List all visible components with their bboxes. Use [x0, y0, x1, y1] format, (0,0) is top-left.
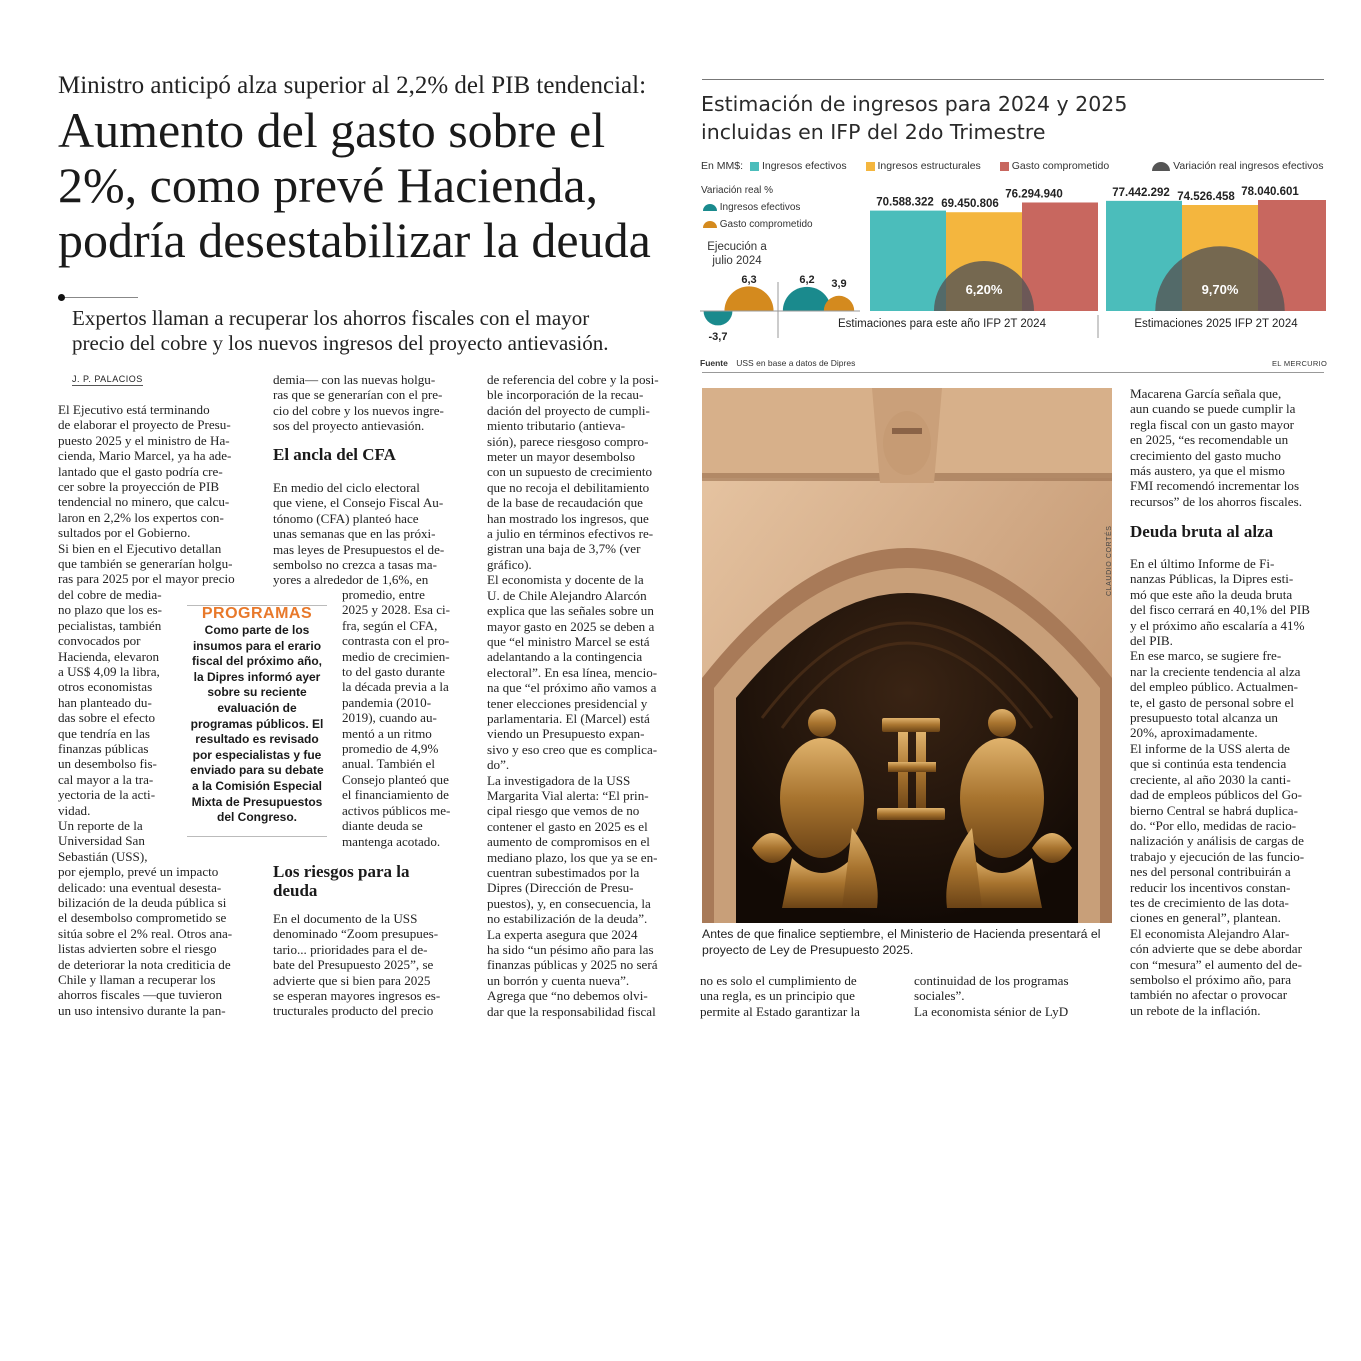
box-line: por especialistas y fue — [192, 747, 322, 762]
legend-label: Gasto comprometido — [1011, 160, 1110, 173]
text-line: no estabilización de la deuda”. — [487, 911, 648, 927]
text-line: más austero, ya que el mismo — [1130, 463, 1285, 479]
text-line: sultados por el Gobierno. — [58, 525, 191, 541]
group-label: Estimaciones para este año IFP 2T 2024 — [838, 318, 1046, 330]
text-line: a julio en términos efectivos re- — [487, 526, 654, 542]
text-line: sociales”. — [914, 988, 965, 1004]
text-line: sitúa sobre el 2% real. Otros ana- — [58, 925, 233, 941]
chart-title-line: incluidas en IFP del 2do Trimestre — [701, 120, 1046, 144]
text-line: recursos” de los ahorros fiscales. — [1130, 493, 1302, 509]
subhead-deuda-bruta: Deuda bruta al alza — [1130, 522, 1274, 541]
text-line: listas advierten sobre el riesgo — [58, 941, 217, 957]
subhead-riesgos-deuda — [273, 862, 469, 900]
source-note — [700, 358, 855, 368]
brand-label: EL MERCURIO — [1272, 359, 1328, 368]
text-line: aumento de compromisos en el — [487, 834, 650, 850]
text-line: un desembolso fis- — [58, 756, 157, 772]
variation-small-label: 6,2 — [799, 274, 815, 286]
text-line: tructurales producto del precio — [273, 1003, 434, 1019]
text-line: 20%, aproximadamente. — [1130, 725, 1258, 741]
text-line: te, el gasto de personal sobre el — [1130, 694, 1294, 710]
byline: J. P. PALACIOS — [72, 374, 143, 384]
box-rule-bottom — [187, 836, 327, 837]
text-line: Consejo planteó que — [342, 771, 449, 787]
text-line: En el último Informe de Fi- — [1130, 556, 1275, 571]
kicker: Ministro anticipó alza superior al 2,2% del PIB tendencial: — [58, 72, 647, 99]
legend-label: Ingresos efectivos — [761, 160, 847, 173]
text-line: nar la creciente tendencia al alza — [1130, 663, 1301, 679]
text-line: del cobre de media- — [58, 586, 162, 602]
text-line: advierte que si bien para 2025 — [273, 972, 431, 988]
text-line: delicado: una eventual desesta- — [58, 879, 222, 895]
text-line: tónomo (CFA) planteó hace — [273, 510, 419, 526]
text-line: que viene, el Consejo Fiscal Au- — [273, 495, 444, 511]
text-line: Margarita Vial alerta: “El prin- — [487, 787, 649, 803]
bar-value-label: 74.526.458 — [1177, 190, 1235, 203]
chart-title — [701, 90, 1321, 146]
article-column-2-mid — [273, 480, 469, 588]
text-line: Hacienda, elevaron — [58, 648, 160, 664]
text-line: promedio, entre — [342, 587, 425, 602]
text-line: una regla, es un principio que — [700, 988, 855, 1004]
var-legend-label: Gasto comprometido — [719, 219, 813, 230]
headline-line: Aumento del gasto sobre el — [58, 102, 606, 158]
article-column-3 — [487, 372, 683, 1019]
text-line: do”. — [487, 757, 510, 773]
subhead-ancla-cfa: El ancla del CFA — [273, 445, 396, 464]
text-line: meter un mayor desembolso — [487, 449, 635, 465]
text-line: otros economistas — [58, 679, 153, 695]
text-line: presupuesto total alcanza un — [1130, 710, 1278, 726]
text-line: aun cuando se puede cumplir la — [1130, 401, 1296, 417]
source-label: Fuente — [700, 358, 728, 368]
text-line: En ese marco, se sugiere fre- — [1130, 648, 1282, 664]
box-line: a la Comisión Especial — [191, 778, 323, 793]
text-line: La economista sénior de LyD — [914, 1003, 1069, 1019]
text-line: finanzas públicas y 2025 no será — [487, 957, 658, 973]
group-label: Estimaciones 2025 IFP 2T 2024 — [1134, 318, 1298, 330]
text-line: explica que las señales sobre un — [487, 603, 654, 619]
box-line: insumos para el erario — [192, 638, 322, 653]
text-line: sembolso el próximo año, para — [1130, 971, 1292, 987]
text-line: parlamentaria. El (Marcel) está — [487, 710, 650, 726]
variation-small-semicircle — [704, 311, 733, 325]
text-line: puestos), y, en consecuencia, la — [487, 895, 651, 911]
text-line: han mostrado los ingresos, que — [487, 510, 649, 526]
text-line: que si continúa esta tendencia — [1130, 756, 1287, 772]
text-line: a US$ 4,09 la libra, — [58, 663, 160, 679]
text-line: dar que la responsabilidad fiscal — [487, 1003, 656, 1019]
text-line: ras para 2025 por el mayor precio — [58, 571, 235, 587]
chart-rule-bottom — [702, 372, 1324, 373]
text-line: con “mesura” el aumento del de- — [1130, 956, 1302, 972]
text-line: dación del proyecto de cumpli- — [487, 402, 650, 418]
bar-value-label: 77.442.292 — [1112, 186, 1170, 199]
text-line: Macarena García señala que, — [1130, 386, 1282, 401]
text-line: un borrón y cuenta nueva”. — [487, 972, 630, 988]
text-line: yores a alrededor de 1,6%, en — [273, 572, 429, 588]
text-line: Un reporte de la — [58, 817, 143, 833]
text-line: el desembolso comprometido se — [58, 910, 227, 926]
bar-value-label: 76.294.940 — [1005, 188, 1063, 201]
text-line: FMI recomendó incrementar los — [1130, 478, 1300, 494]
text-line: que también se generarían holgu- — [58, 556, 233, 572]
text-line: regla fiscal con un gasto mayor — [1130, 416, 1294, 432]
text-line: adelantando a la contingencia — [487, 649, 643, 665]
variation-small-semicircle — [824, 296, 854, 311]
box-line: enviado para su debate — [190, 763, 324, 778]
text-line: cipal riesgo que vemos de no — [487, 803, 640, 819]
text-line: El economista Alejandro Alar- — [1130, 925, 1290, 941]
box-line: la Dipres informó ayer — [193, 669, 321, 684]
text-line: tendencial no minero, que calcu- — [58, 494, 230, 510]
bar-value-label: 70.588.322 — [876, 196, 934, 209]
text-line: cio del cobre y los nuevos ingre- — [273, 402, 444, 418]
text-line: pandemia (2010- — [342, 694, 432, 710]
text-line: de referencia del cobre y la posi- — [487, 372, 659, 387]
text-line: En el documento de la USS — [273, 911, 418, 926]
text-line: tario... prioridades para el de- — [273, 941, 428, 957]
text-line: nes del personal contribuirán a — [1130, 864, 1291, 880]
text-line: fra, según el CFA, — [342, 617, 438, 633]
variation-small-label: -3,7 — [708, 331, 728, 343]
text-line: sembolso no crezca a tasas ma- — [273, 557, 437, 573]
text-line: permite al Estado garantizar la — [700, 1003, 860, 1019]
article-column-2-top — [273, 372, 469, 434]
text-line: Agrega que “no debemos olvi- — [487, 988, 648, 1004]
text-line: cuentran subestimados por la — [487, 865, 640, 880]
ejecucion-line: Ejecución a — [707, 241, 767, 253]
text-line: del PIB. — [1130, 633, 1173, 649]
text-line: promedio de 4,9% — [342, 741, 439, 757]
article-column-5 — [914, 973, 1110, 1019]
text-line: activos públicos me- — [342, 802, 451, 818]
variation-label: 9,70% — [1201, 282, 1239, 297]
text-line: 2025 y 2028. Esa ci- — [342, 602, 451, 618]
deck-line: Expertos llaman a recuperar los ahorros fiscales con el mayor — [72, 306, 590, 330]
var-label: Variación real % — [701, 185, 774, 196]
deck — [72, 306, 692, 356]
bar-value-label: 69.450.806 — [941, 198, 999, 211]
text-line: La experta asegura que 2024 — [487, 926, 638, 942]
text-line: en 2025, “es recomendable un — [1130, 432, 1289, 448]
text-line: mayor gasto en 2025 se deben a — [487, 618, 655, 634]
text-line: creciente, al año 2030 la canti- — [1130, 771, 1291, 787]
text-line: contener el gasto en 2025 es el — [487, 818, 648, 834]
text-line: cal mayor a la tra- — [58, 771, 154, 787]
text-line: yectoria de la acti- — [58, 787, 156, 803]
chart-title-line: Estimación de ingresos para 2024 y 2025 — [701, 92, 1128, 116]
text-line: laron en 2,2% los expertos con- — [58, 509, 224, 525]
text-line: y el próximo año escalaría a 41% — [1130, 617, 1305, 633]
bullet-dot — [58, 294, 65, 301]
text-line: 2019), cuando au- — [342, 710, 437, 726]
text-line: ha sido “un pésimo año para las — [487, 942, 654, 958]
text-line: un uso intensivo durante la pan- — [58, 1002, 226, 1018]
text-line: viendo un Presupuesto expan- — [487, 726, 645, 742]
text-line: La investigadora de la USS — [487, 772, 631, 788]
text-line: de la base de recaudación que — [487, 495, 643, 511]
box-line: Mixta de Presupuestos — [191, 794, 323, 809]
text-line: mas leyes de Presupuestos el de- — [273, 541, 445, 557]
text-line: demia— con las nuevas holgu- — [273, 372, 436, 387]
text-line: gistran una baja de 3,7% (ver — [487, 541, 641, 557]
text-line: electoral”. En esa línea, menciо- — [487, 664, 658, 680]
bar-value-label: 78.040.601 — [1241, 186, 1299, 198]
text-line: U. de Chile Alejandro Alarcón — [487, 587, 647, 603]
text-line: la década previa a la — [342, 679, 449, 695]
text-line: sión), parece riesgoso compro- — [487, 433, 649, 449]
text-line: ble incorporación de la recau- — [487, 387, 644, 403]
text-line: que no recoja el debilitamiento — [487, 479, 650, 495]
text-line: nanzas Públicas, la Dipres esti- — [1130, 571, 1294, 587]
text-line: cer sobre la proyección de PIB — [58, 479, 220, 495]
caption-line: proyecto de Ley de Presupuesto 2025. — [702, 942, 914, 957]
text-line: Sebastián (USS), — [58, 848, 148, 864]
programas-box — [187, 605, 327, 826]
text-line: convocados por — [58, 633, 141, 649]
text-line: denominado “Zoom presupues- — [273, 926, 439, 942]
article-column-6-top — [1130, 386, 1325, 509]
box-line: programas públicos. El — [190, 716, 324, 731]
text-line: puesto 2025 y el ministro de Ha- — [58, 432, 230, 448]
headline — [58, 103, 698, 268]
box-line: evaluación de — [217, 700, 297, 715]
text-line: del fisco cerrará en 40,1% del PIB — [1130, 602, 1310, 618]
text-line: miento tributario (antieva- — [487, 418, 626, 434]
text-line: que tendría en las — [58, 725, 150, 741]
variation-label: 6,20% — [965, 282, 1003, 297]
box-body — [187, 623, 327, 826]
caption-line: Antes de que finalice septiembre, el Ministerio de Hacienda presentará el — [702, 927, 1101, 941]
text-line: no es solo el cumplimiento de — [700, 973, 857, 988]
subhead-line: Los riesgos para la — [273, 862, 410, 881]
headline-line: podría desestabilizar la deuda — [58, 212, 651, 268]
text-line: unas semanas que en las próxi- — [273, 526, 436, 542]
text-line: gráfico). — [487, 556, 532, 572]
text-line: contrasta con el pro- — [342, 633, 450, 649]
text-line: de elaborar el proyecto de Presu- — [58, 417, 231, 433]
text-line: se esperan mayores ingresos es- — [273, 988, 441, 1004]
box-title: PROGRAMAS — [201, 605, 313, 622]
text-line: cón advierte que se debe abordar — [1130, 941, 1302, 957]
text-line: En medio del ciclo electoral — [273, 480, 420, 495]
variation-small-label: 6,3 — [741, 274, 757, 286]
text-line: Universidad San — [58, 833, 145, 849]
text-line: crecimiento del gasto mucho — [1130, 447, 1281, 463]
text-line: bate del Presupuesto 2025”, se — [273, 957, 434, 973]
var-legend-label: Ingresos efectivos — [719, 202, 801, 213]
legend-label: Ingresos estructurales — [877, 160, 981, 173]
chart-plot — [700, 170, 1326, 360]
box-line: del Congreso. — [216, 810, 297, 825]
text-line: tes de crecimiento de las dota- — [1130, 894, 1289, 910]
text-line: un rebote de la inflación. — [1130, 1002, 1261, 1018]
text-line: no plazo que los es- — [58, 602, 162, 618]
text-line: anual. También el — [342, 756, 436, 772]
article-column-2-wrap — [342, 587, 469, 849]
text-line: reducir los incentivos constan- — [1130, 879, 1291, 895]
photo-credit: CLAUDIO CORTÉS — [1106, 525, 1113, 596]
text-line: nalización y análisis de cargas de — [1130, 833, 1304, 849]
text-line: mó que este año la deuda bruta — [1130, 586, 1293, 602]
text-line: ahorros fiscales —que tuvieron — [58, 987, 222, 1003]
text-line: han planteado du- — [58, 694, 152, 710]
text-line: sivo y eso creo que es complica- — [487, 741, 658, 757]
text-line: el financiamiento de — [342, 787, 449, 803]
text-line: mentó a un ritmo — [342, 725, 432, 741]
text-line: pecialistas, también — [58, 617, 162, 633]
deck-line: precio del cobre y los nuevos ingresos del proyecto antievasión. — [72, 331, 609, 355]
text-line: dad de empleos públicos del Go- — [1130, 787, 1302, 803]
unit-label: En MM$: — [701, 160, 744, 173]
photo-facade-image — [702, 388, 1112, 923]
text-line: finanzas públicas — [58, 740, 149, 756]
text-line: do. “Por ello, medidas de racio- — [1130, 817, 1297, 833]
text-line: El informe de la USS alerta de — [1130, 740, 1290, 756]
text-line: El Ejecutivo está terminando — [58, 402, 210, 417]
headline-line: 2%, como prevé Hacienda, — [58, 157, 599, 213]
text-line: mantenga acotado. — [342, 833, 441, 849]
article-column-4 — [700, 973, 896, 1019]
bar-gasto-comprometido — [1022, 202, 1098, 311]
text-line: Chile y llaman a recuperar los — [58, 972, 216, 988]
article-column-6-bottom — [1130, 556, 1325, 1018]
box-line: Como parte de los — [204, 623, 310, 637]
divider — [58, 297, 138, 298]
text-line: de deteriorar la nota crediticia de — [58, 956, 231, 972]
photo-caption — [702, 927, 1122, 958]
variation-small-label: 3,9 — [831, 278, 847, 290]
text-line: trabajo y ejecución de las funcio- — [1130, 848, 1305, 864]
text-line: to del gasto durante — [342, 664, 445, 680]
box-line: sobre su reciente — [207, 685, 307, 700]
text-line: con un supuesto de crecimiento — [487, 464, 653, 480]
text-line: también no afectar o provocar — [1130, 987, 1288, 1003]
article-column-2-bottom — [273, 911, 469, 1019]
text-line: vidad. — [58, 802, 91, 818]
legend-label: Variación real ingresos efectivos — [1173, 160, 1324, 173]
variation-small-semicircle — [783, 287, 831, 311]
text-line: por ejemplo, prevé un impacto — [58, 864, 219, 880]
text-line: mediano plazo, los que ya se en- — [487, 849, 658, 865]
text-line: El economista y docente de la — [487, 572, 644, 588]
text-line: bilización de la deuda pública si — [58, 895, 227, 910]
box-line: resultado es revisado — [195, 732, 319, 747]
text-line: medio de crecimien- — [342, 648, 450, 664]
chart-rule-top — [702, 79, 1324, 80]
text-line: ciones en general”, plantean. — [1130, 910, 1281, 926]
variation-small-semicircle — [724, 286, 773, 311]
text-line: del empleo público. Actualmen- — [1130, 679, 1298, 695]
text-line: bierno Central se habrá duplica- — [1130, 802, 1298, 818]
ejecucion-line: julio 2024 — [712, 255, 762, 267]
text-line: na que “el próximo año vamos a — [487, 680, 657, 696]
box-line: fiscal del próximo año, — [191, 654, 323, 669]
text-line: continuidad de los programas — [914, 973, 1069, 988]
text-line: que “el ministro Marcel se está — [487, 633, 650, 649]
text-line: cienda, Mario Marcel, ya ha ade- — [58, 448, 232, 464]
text-line: diante deuda se — [342, 818, 423, 834]
text-line: tener elecciones presidencial y — [487, 695, 648, 711]
text-line: ras que se generarían con el pre- — [273, 387, 443, 403]
source-text: USS en base a datos de Dipres — [736, 358, 856, 368]
subhead-line: deuda — [273, 881, 318, 900]
bar-ingresos-efectivos — [870, 211, 946, 311]
text-line: das sobre el efecto — [58, 710, 156, 726]
text-line: Si bien en el Ejecutivo detallan — [58, 540, 222, 556]
text-line: Dipres (Dirección de Presu- — [487, 880, 634, 896]
text-line: lantado que el gasto podría cre- — [58, 463, 223, 479]
text-line: sos del proyecto antievasión. — [273, 418, 425, 434]
